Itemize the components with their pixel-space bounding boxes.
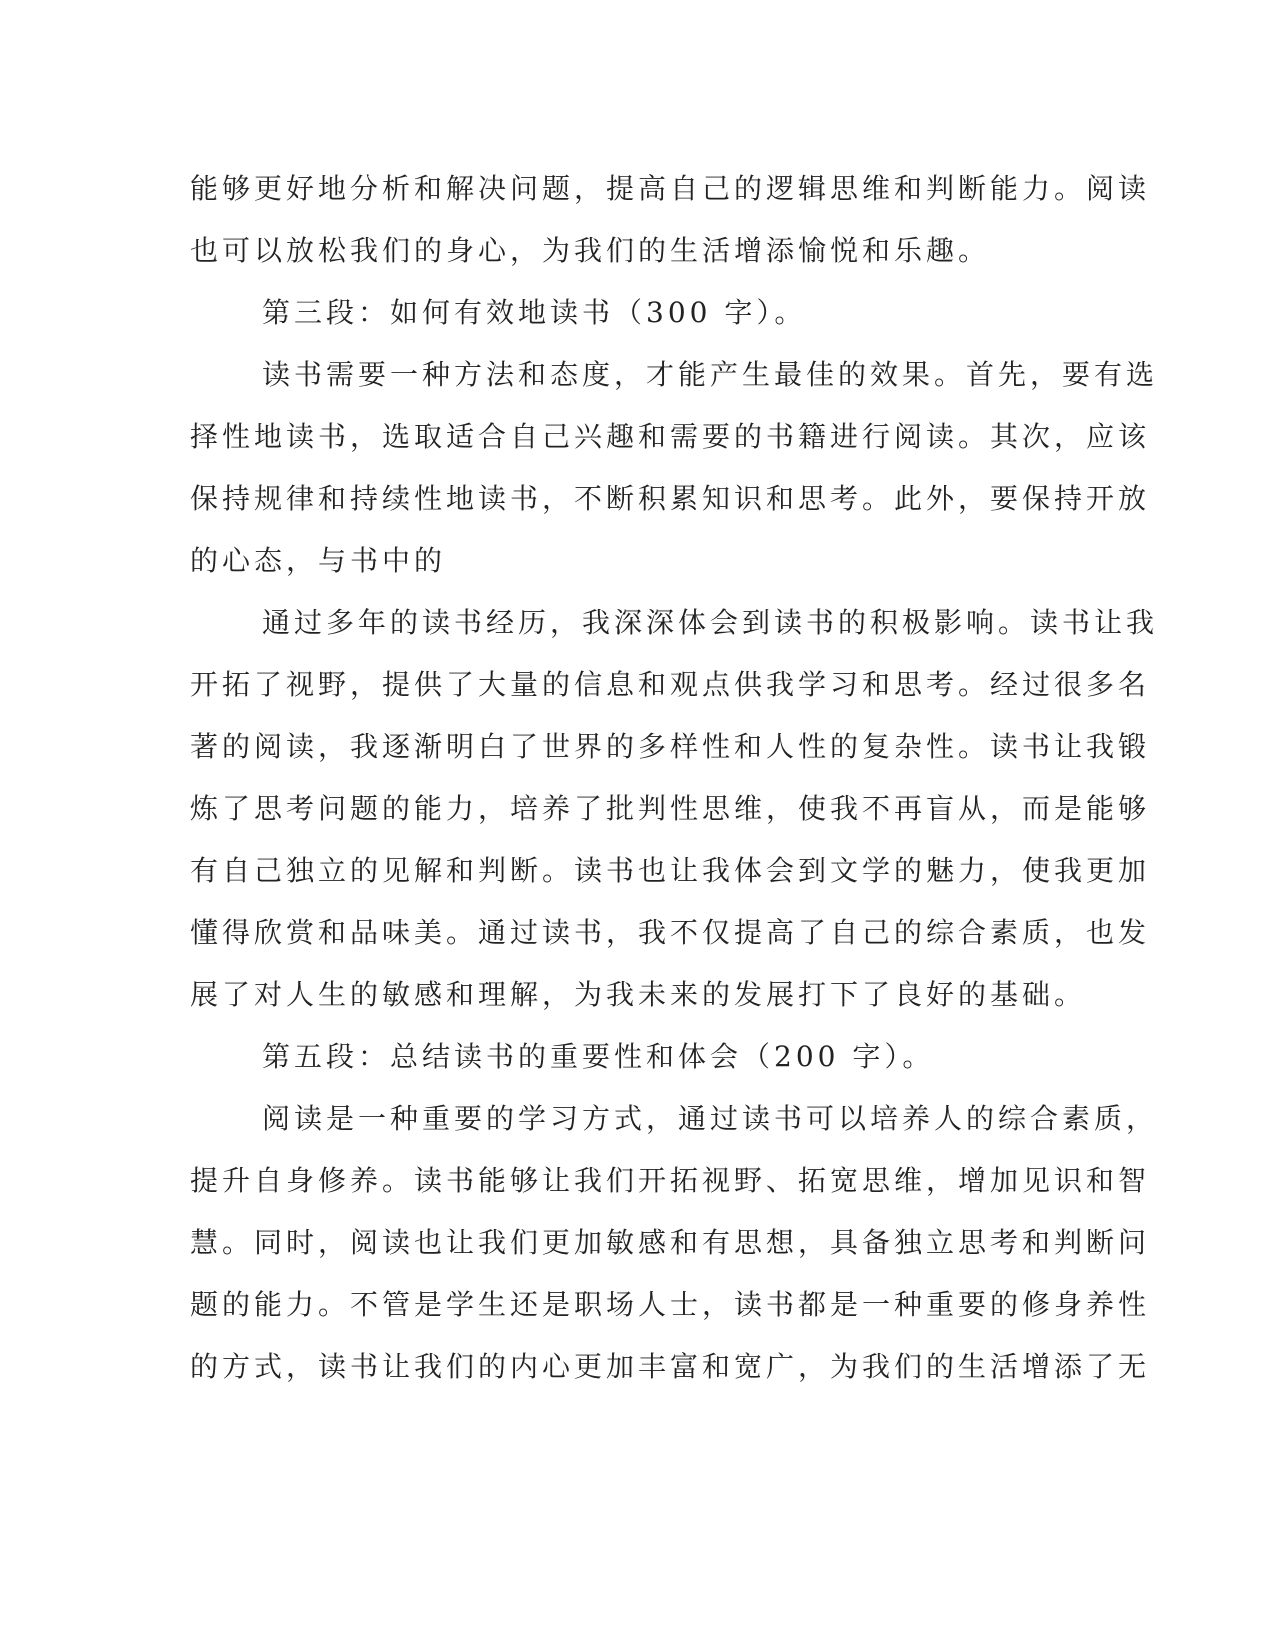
- text-line: 通过多年的读书经历，我深深体会到读书的积极影响。读书让我: [262, 606, 1159, 639]
- text-line: 的心态，与书中的: [190, 544, 447, 577]
- text-line: 阅读是一种重要的学习方式，通过读书可以培养人的综合素质，: [262, 1102, 1159, 1135]
- text-line: 提升自身修养。读书能够让我们开拓视野、拓宽思维，增加见识和智: [190, 1164, 1151, 1197]
- text-line: 的方式，读书让我们的内心更加丰富和宽广，为我们的生活增添了无: [190, 1350, 1151, 1383]
- text-line: 炼了思考问题的能力，培养了批判性思维，使我不再盲从，而是能够: [190, 792, 1151, 825]
- section-heading-5: 第五段：总结读书的重要性和体会（200 字）。: [262, 1040, 935, 1073]
- text-line: 也可以放松我们的身心，为我们的生活增添愉悦和乐趣。: [190, 234, 991, 267]
- document-body: [190, 158, 1159, 1398]
- text-line: 择性地读书，选取适合自己兴趣和需要的书籍进行阅读。其次，应该: [190, 420, 1151, 453]
- text-line: 题的能力。不管是学生还是职场人士，读书都是一种重要的修身养性: [190, 1288, 1151, 1321]
- section-heading-3: 第三段：如何有效地读书（300 字）。: [262, 296, 807, 329]
- text-line: 展了对人生的敏感和理解，为我未来的发展打下了良好的基础。: [190, 978, 1087, 1011]
- text-line: 读书需要一种方法和态度，才能产生最佳的效果。首先，要有选: [262, 358, 1159, 391]
- text-line: 著的阅读，我逐渐明白了世界的多样性和人性的复杂性。读书让我锻: [190, 730, 1151, 763]
- text-line: 有自己独立的见解和判断。读书也让我体会到文学的魅力，使我更加: [190, 854, 1151, 887]
- text-line: 懂得欣赏和品味美。通过读书，我不仅提高了自己的综合素质，也发: [190, 916, 1151, 949]
- text-line: 保持规律和持续性地读书，不断积累知识和思考。此外，要保持开放: [190, 482, 1151, 515]
- text-line: 慧。同时，阅读也让我们更加敏感和有思想，具备独立思考和判断问: [190, 1226, 1151, 1259]
- text-line: 能够更好地分析和解决问题，提高自己的逻辑思维和判断能力。阅读: [190, 172, 1151, 205]
- text-line: 开拓了视野，提供了大量的信息和观点供我学习和思考。经过很多名: [190, 668, 1151, 701]
